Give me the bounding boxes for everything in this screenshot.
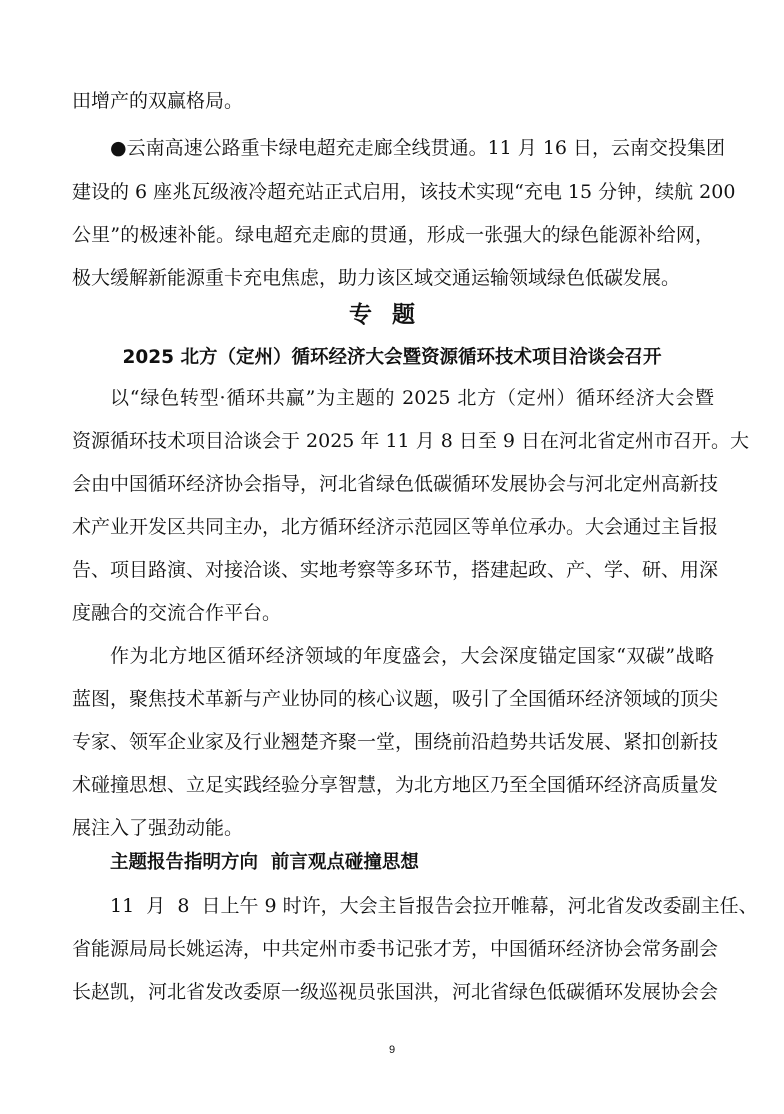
p1-line-5: 告、项目路演、对接洽谈、实地考察等多环节，搭建起政、产、学、研、用深 — [72, 559, 719, 581]
article-title: 2025 北方（定州）循环经济大会暨资源循环技术项目洽谈会召开 — [122, 347, 662, 368]
p1-line-2: 资源循环技术项目洽谈会于 2025 年 11 月 8 日至 9 日在河北省定州市召开。大 — [72, 430, 750, 452]
p2-line-4: 术碰撞思想、立足实践经验分享智慧，为北方地区乃至全国循环经济高质量发 — [72, 774, 719, 796]
sub-heading: 主题报告指明方向 前言观点碰撞思想 — [110, 852, 419, 873]
intro-line: 田增产的双赢格局。 — [72, 90, 244, 112]
p1-line-4: 术产业开发区共同主办，北方循环经济示范园区等单位承办。大会通过主旨报 — [72, 516, 719, 538]
news-item-line-2: 建设的 6 座兆瓦级液冷超充站正式启用，该技术实现“充电 15 分钟，续航 200 — [72, 181, 736, 203]
news-item-line-1: ●云南高速公路重卡绿电超充走廊全线贯通。11 月 16 日，云南交投集团 — [110, 137, 726, 159]
p2-line-2: 蓝图，聚焦技术革新与产业协同的核心议题，吸引了全国循环经济领域的顶尖 — [72, 688, 719, 710]
page-number: 9 — [388, 1044, 396, 1056]
p1-line-6: 度融合的交流合作平台。 — [72, 602, 282, 624]
section-heading: 专题 — [349, 302, 435, 328]
news-item-line-4: 极大缓解新能源重卡充电焦虑，助力该区域交通运输领域绿色低碳发展。 — [72, 267, 681, 289]
p2-line-3: 专家、领军企业家及行业翘楚齐聚一堂，围绕前沿趋势共话发展、紧扣创新技 — [72, 731, 719, 753]
p2-line-1: 作为北方地区循环经济领域的年度盛会，大会深度锚定国家“双碳”战略 — [110, 645, 714, 667]
p2-line-5: 展注入了强劲动能。 — [72, 817, 244, 839]
p3-line-1: 11 月 8 日上午 9 时许，大会主旨报告会拉开帷幕，河北省发改委副主任、 — [110, 895, 758, 917]
p3-line-2: 省能源局局长姚运涛，中共定州市委书记张才芳，中国循环经济协会常务副会 — [72, 938, 719, 960]
p1-line-1: 以“绿色转型·循环共赢”为主题的 2025 北方（定州）循环经济大会暨 — [110, 387, 714, 409]
p1-line-3: 会由中国循环经济协会指导，河北省绿色低碳循环发展协会与河北定州高新技 — [72, 473, 719, 495]
p3-line-3: 长赵凯，河北省发改委原一级巡视员张国洪，河北省绿色低碳循环发展协会会 — [72, 981, 719, 1003]
news-item-line-3: 公里”的极速补能。绿电超充走廊的贯通，形成一张强大的绿色能源补给网， — [72, 224, 714, 246]
